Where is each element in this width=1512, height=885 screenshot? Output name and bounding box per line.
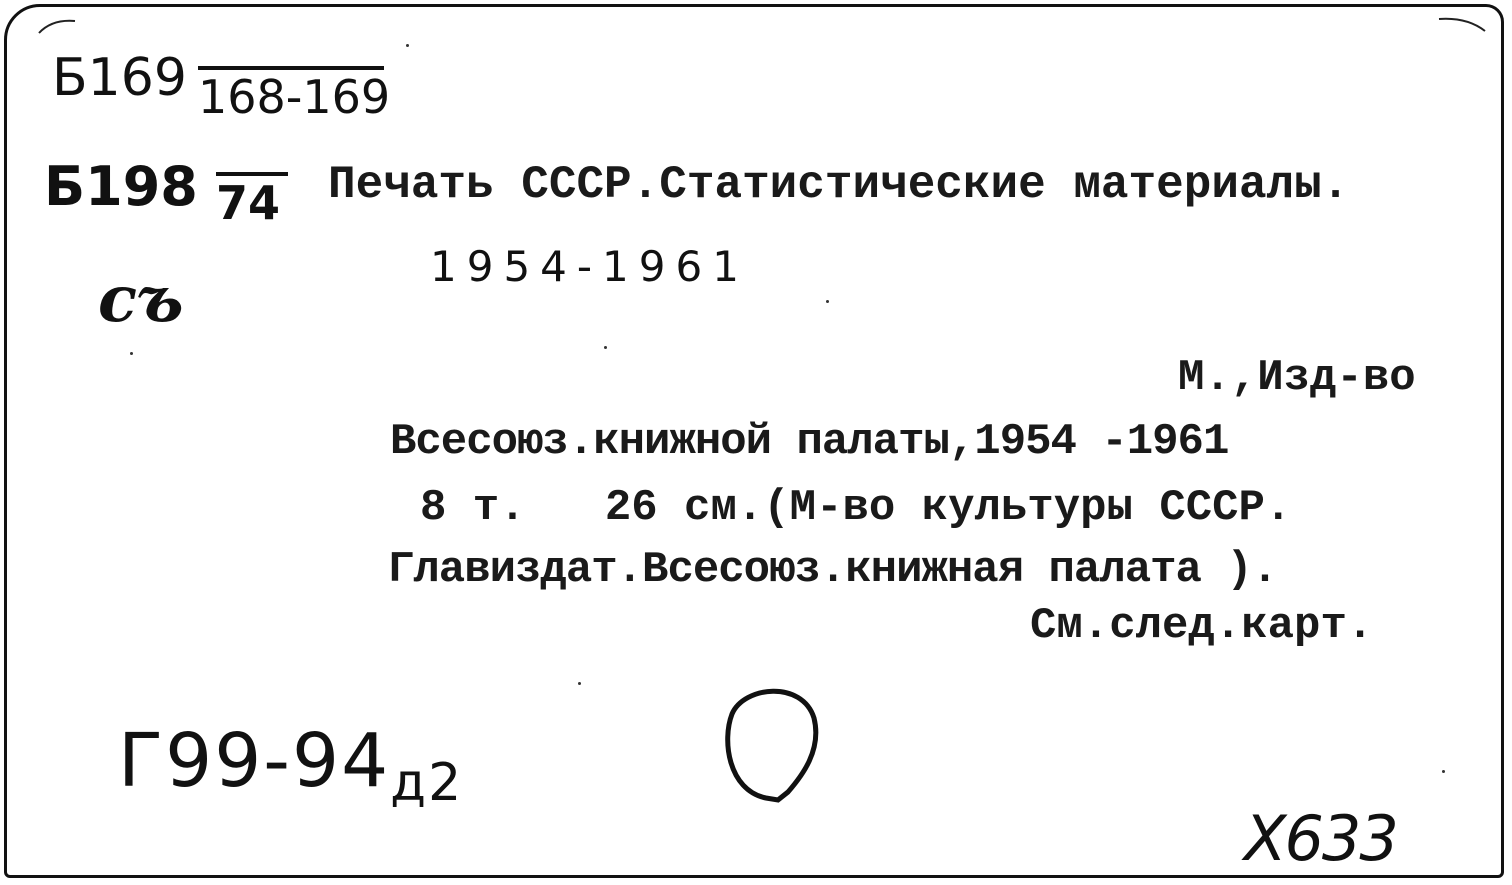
card-number: Х633 <box>1244 802 1397 875</box>
imprint-line-2: Всесоюз.книжной палаты,1954 -1961 <box>390 417 1229 467</box>
dust-speck <box>826 300 829 303</box>
years-handwritten: 1954-1961 <box>430 242 749 291</box>
shelfmark-2-code: Б198 <box>44 155 198 218</box>
inventory-code-main: Г99-94 <box>118 718 391 804</box>
card-title: Печать СССР.Статистические материалы. <box>328 159 1350 211</box>
shelfmark-1-fraction: 168-169 <box>198 66 384 120</box>
corner-mark-right-icon <box>1437 13 1487 33</box>
imprint-line-3: 8 т. 26 см.(М-во культуры СССР. <box>420 483 1292 533</box>
dust-speck <box>406 44 409 47</box>
inventory-code <box>118 718 464 813</box>
dust-speck <box>578 682 581 685</box>
dust-speck <box>130 352 133 355</box>
imprint-line-5: См.след.карт. <box>1030 601 1374 651</box>
inventory-code-suffix: д2 <box>390 753 464 813</box>
corner-mark-icon <box>37 15 77 35</box>
dust-speck <box>1442 770 1445 773</box>
imprint-line-1: М.,Изд-во <box>1178 353 1416 403</box>
shelfmark-1-code: Б169 <box>52 48 187 108</box>
dust-speck <box>604 346 607 349</box>
handwritten-mark: съ <box>98 262 184 337</box>
imprint-line-4: Главиздат.Всесоюз.книжная палата ). <box>388 545 1278 595</box>
shelfmark-2-fraction: 74 <box>216 172 288 226</box>
punch-hole-icon <box>718 680 828 810</box>
